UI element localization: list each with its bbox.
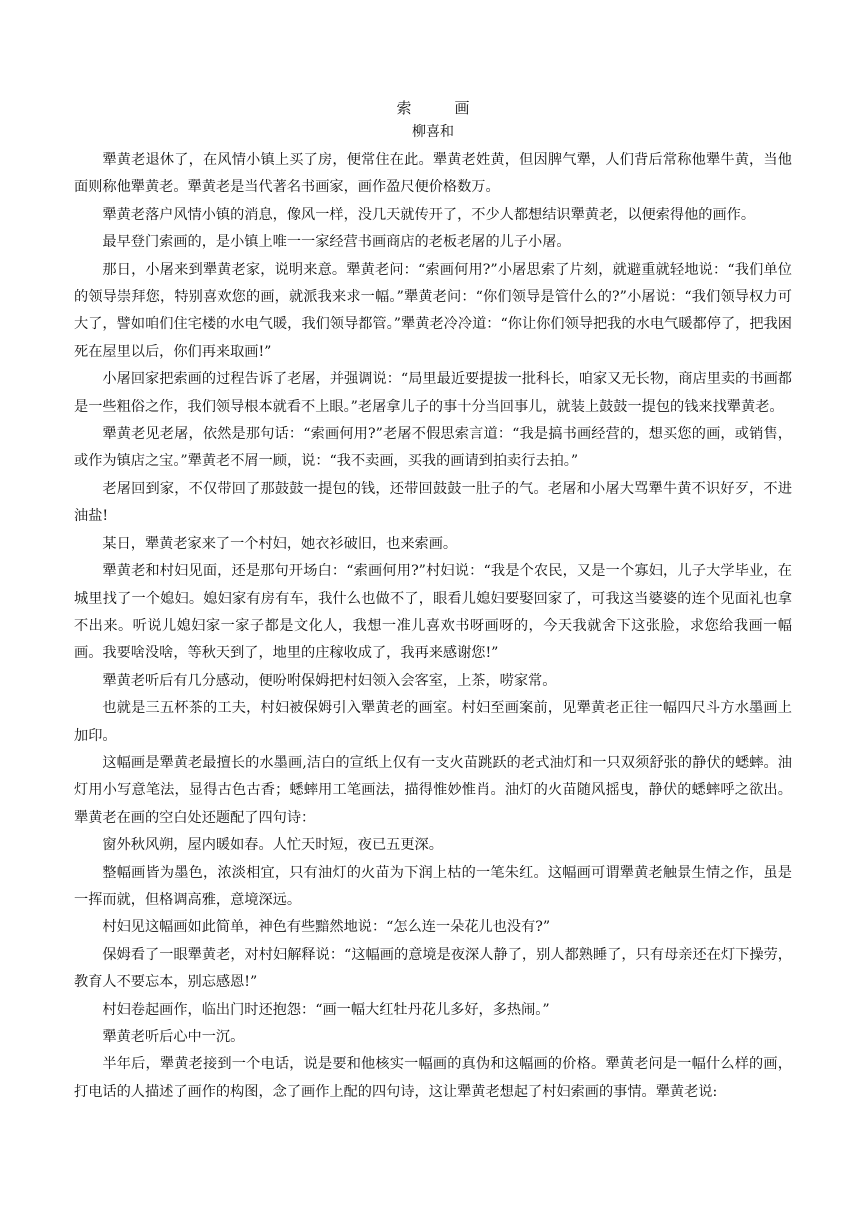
paragraph: 保姆看了一眼犟黄老，对村妇解释说：“这幅画的意境是夜深人静了，别人都熟睡了，只有母亲还在灯下操劳，教育人不要忘本，别忘感恩!” [74,946,792,991]
paragraph: 也就是三五杯茶的工夫，村妇被保姆引入犟黄老的画室。村妇至画案前，见犟黄老正往一幅四尺斗方水墨画上加印。 [74,700,792,744]
paragraph: 小屠回家把索画的过程告诉了老屠，并强调说：“局里最近要提拔一批科长，咱家又无长物，商店里卖的书画都是一些粗俗之作，我们领导根本就看不上眼。”老屠拿儿子的事十分当回事儿，就装上鼓鼓一提包的钱来找犟黄老。 [74,371,792,415]
paragraph: 犟黄老见老屠，依然是那句话：“索画何用?”老屠不假思索言道：“我是搞书画经营的，想买您的画，或销售，或作为镇店之宝。”犟黄老不屑一顾，说：“我不卖画，买我的画请到拍卖行去拍。” [74,426,792,470]
article-author: 柳喜和 [412,124,454,140]
paragraph: 犟黄老落户风情小镇的消息，像风一样，没几天就传开了，不少人都想结识犟黄老，以便索得他的画作。 [102,206,756,223]
article-body [74,147,792,1106]
paragraph: 村妇见这幅画如此简单，神色有些黯然地说：“怎么连一朵花儿也没有?” [102,919,551,936]
article-title: 索 画 [396,99,484,117]
paragraph: 那日，小屠来到犟黄老家，说明来意。犟黄老问：“索画何用?”小屠思索了片刻，就避重就轻地说：“我们单位的领导崇拜您，特别喜欢您的画，就派我来求一幅。”犟黄老问：“你们领导是管什么的?”小屠说：“我们领导权力可大了，譬如咱们住宅楼的水电气暖，我们领导都管。”犟黄老冷冷道：“你让你们领导把我的水电气暖都停了，把我困死在屋里以后，你们再来取画!” [74,261,792,360]
paragraph: 最早登门索画的，是小镇上唯一一家经营书画商店的老板老屠的儿子小屠。 [102,234,571,251]
paragraph: 村妇卷起画作，临出门时还抱怨：“画一幅大红牡丹花儿多好，多热闹。” [102,1001,550,1018]
paragraph: 这幅画是犟黄老最擅长的水墨画,洁白的宣纸上仅有一支火苗跳跃的老式油灯和一只双须舒张的静伏的蟋蟀。油灯用小写意笔法，显得古色古香；蟋蟀用工笔画法，描得惟妙惟肖。油灯的火苗随风摇曳，静伏的蟋蟀呼之欲出。犟黄老在画的空白处还题配了四句诗： [74,754,792,826]
paragraph: 犟黄老退休了，在风情小镇上买了房，便常住在此。犟黄老姓黄，但因脾气犟，人们背后常称他犟牛黄，当他面则称他犟黄老。犟黄老是当代著名书画家，画作盈尺便价格数万。 [74,152,792,196]
paragraph: 整幅画皆为墨色，浓淡相宜，只有油灯的火苗为下润上枯的一笔朱红。这幅画可谓犟黄老触景生情之作，虽是一挥而就，但格调高雅，意境深远。 [74,864,792,908]
paragraph: 犟黄老和村妇见面，还是那句开场白：“索画何用?”村妇说：“我是个农民，又是一个寡妇，儿子大学毕业，在城里找了一个媳妇。媳妇家有房有车，我什么也做不了，眼看儿媳妇要娶回家了，可我这当婆婆的连个见面礼也拿不出来。听说儿媳妇家一家子都是文化人，我想一准儿喜欢书呀画呀的，今天我就舍下这张脸，求您给我画一幅画。我要啥没啥，等秋天到了，地里的庄稼收成了，我再来感谢您!” [74,563,792,662]
paragraph: 某日，犟黄老家来了一个村妇，她衣衫破旧，也来索画。 [102,535,458,552]
paragraph: 犟黄老听后有几分感动，便吩咐保姆把村妇领入会客室，上茶，唠家常。 [102,672,557,689]
paragraph: 老屠回到家，不仅带回了那鼓鼓一提包的钱，还带回鼓鼓一肚子的气。老屠和小屠大骂犟牛黄不识好歹，不进油盐! [74,480,792,525]
article [74,96,792,1106]
paragraph: 窗外秋风朔，屋内暖如春。人忙天时短，夜已五更深。 [102,837,443,854]
paragraph: 犟黄老听后心中一沉。 [102,1029,245,1045]
paragraph: 半年后，犟黄老接到一个电话，说是要和他核实一幅画的真伪和这幅画的价格。犟黄老问是一幅什么样的画，打电话的人描述了画作的构图，念了画作上配的四句诗，这让犟黄老想起了村妇索画的事情。犟黄老说: [74,1056,792,1100]
